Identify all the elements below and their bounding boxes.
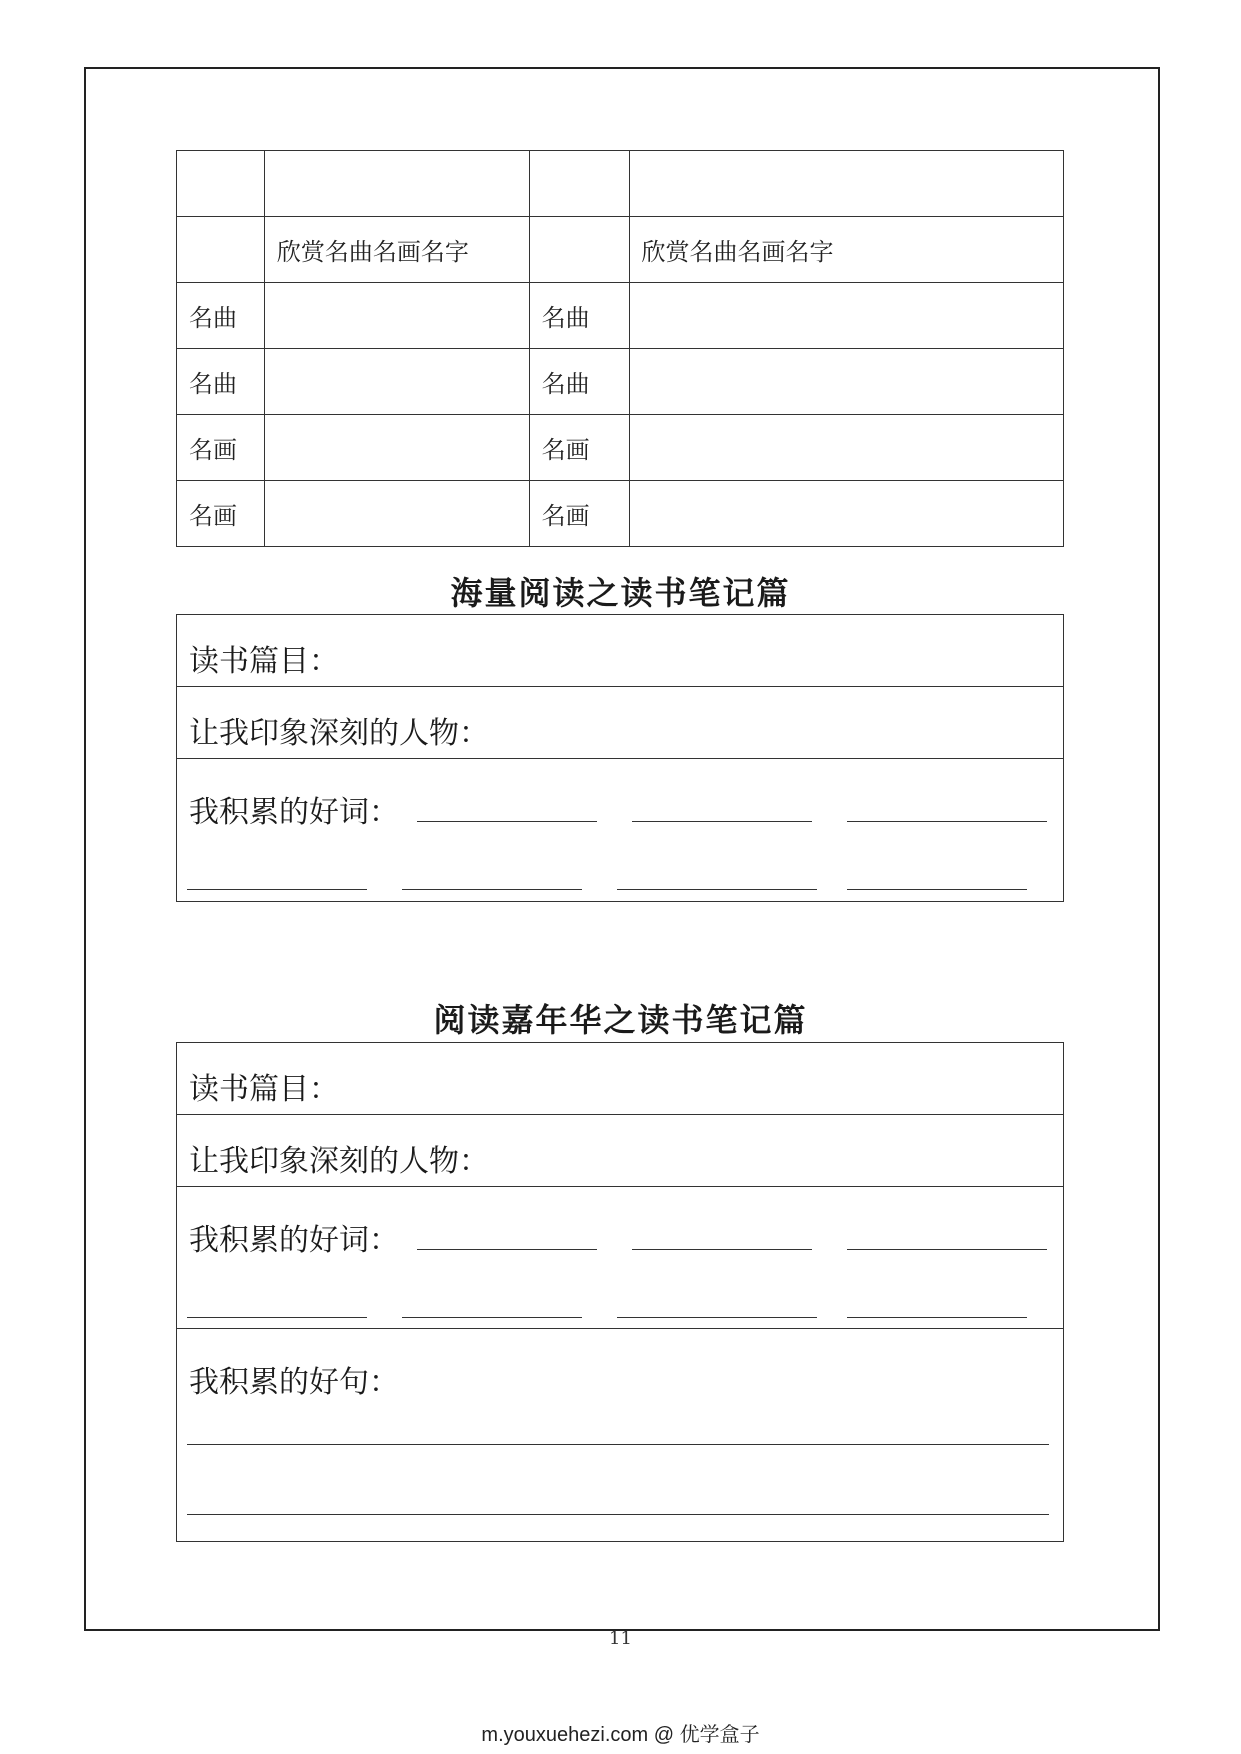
word-blank[interactable] (402, 1317, 582, 1318)
good-words-row (177, 759, 1063, 901)
art-appreciation-table (176, 150, 1064, 547)
section1-title: 海量阅读之读书笔记篇 (450, 574, 791, 612)
table-cell[interactable] (264, 151, 529, 217)
word-blank[interactable] (617, 889, 817, 890)
word-blank[interactable] (847, 821, 1047, 822)
word-blank[interactable] (187, 1317, 367, 1318)
row-label: 名画 (529, 415, 629, 481)
table-row (177, 349, 1064, 415)
book-title-row[interactable] (177, 615, 1063, 687)
table-row (177, 481, 1064, 547)
word-blank[interactable] (617, 1317, 817, 1318)
row-label: 名画 (529, 481, 629, 547)
good-sentences-label: 我积累的好句： (189, 1365, 399, 1400)
word-blank[interactable] (847, 889, 1027, 890)
reading-notes-box-2 (176, 1042, 1064, 1542)
col2-header: 欣赏名曲名画名字 (629, 217, 1063, 283)
word-blank[interactable] (847, 1317, 1027, 1318)
answer-cell[interactable] (629, 415, 1063, 481)
sentence-blank[interactable] (187, 1444, 1049, 1445)
table-cell (529, 217, 629, 283)
book-title-label: 读书篇目： (189, 644, 339, 679)
sentence-blank[interactable] (187, 1514, 1049, 1515)
answer-cell[interactable] (264, 349, 529, 415)
word-blank[interactable] (632, 821, 812, 822)
word-blank[interactable] (417, 1249, 597, 1250)
row-label: 名曲 (177, 283, 265, 349)
table-header-row (177, 217, 1064, 283)
word-blank[interactable] (402, 889, 582, 890)
word-blank[interactable] (847, 1249, 1047, 1250)
answer-cell[interactable] (629, 481, 1063, 547)
table-row (177, 283, 1064, 349)
answer-cell[interactable] (629, 283, 1063, 349)
character-row[interactable] (177, 1115, 1063, 1187)
row-label: 名曲 (529, 283, 629, 349)
table-row (177, 151, 1064, 217)
section2-title: 阅读嘉年华之读书笔记篇 (433, 1001, 808, 1039)
col1-header: 欣赏名曲名画名字 (264, 217, 529, 283)
table-cell[interactable] (529, 151, 629, 217)
page-number: 11 (609, 1628, 632, 1649)
answer-cell[interactable] (264, 481, 529, 547)
book-title-row[interactable] (177, 1043, 1063, 1115)
answer-cell[interactable] (264, 283, 529, 349)
good-words-label: 我积累的好词： (189, 795, 399, 830)
answer-cell[interactable] (629, 349, 1063, 415)
table-row (177, 415, 1064, 481)
row-label: 名曲 (177, 349, 265, 415)
character-label: 让我印象深刻的人物： (189, 716, 489, 751)
row-label: 名曲 (529, 349, 629, 415)
good-words-row (177, 1187, 1063, 1329)
book-title-label: 读书篇目： (189, 1072, 339, 1107)
table-cell (177, 217, 265, 283)
word-blank[interactable] (187, 889, 367, 890)
table-cell[interactable] (629, 151, 1063, 217)
table-cell[interactable] (177, 151, 265, 217)
word-blank[interactable] (632, 1249, 812, 1250)
footer-watermark[interactable]: m.youxuehezi.com @ 优学盒子 (481, 1724, 760, 1746)
answer-cell[interactable] (264, 415, 529, 481)
word-blank[interactable] (417, 821, 597, 822)
character-label: 让我印象深刻的人物： (189, 1144, 489, 1179)
good-sentences-row (177, 1329, 1063, 1541)
character-row[interactable] (177, 687, 1063, 759)
reading-notes-box-1 (176, 614, 1064, 902)
row-label: 名画 (177, 481, 265, 547)
row-label: 名画 (177, 415, 265, 481)
good-words-label: 我积累的好词： (189, 1223, 399, 1258)
